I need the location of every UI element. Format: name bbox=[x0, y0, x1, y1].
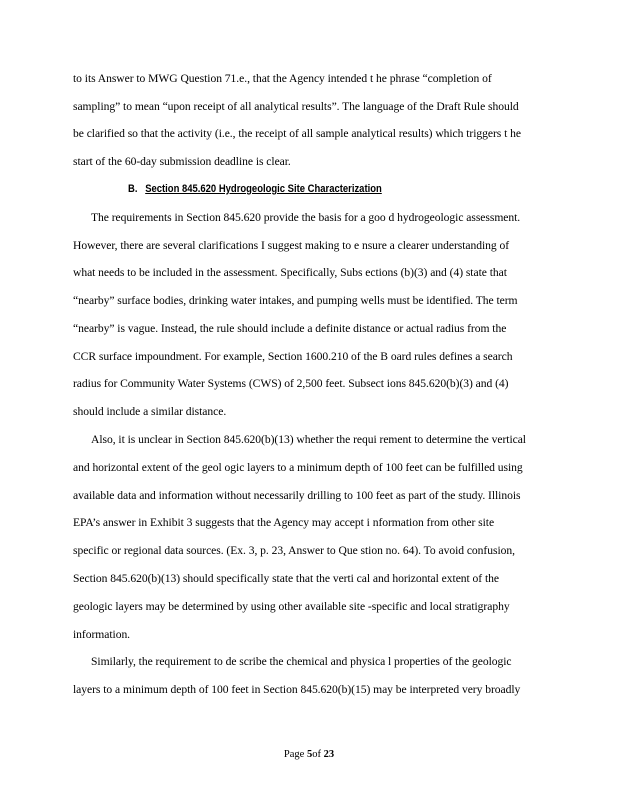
page-footer bbox=[0, 749, 618, 760]
body-line: EPA’s answer in Exhibit 3 suggests that the Agency may accept i nformation from other site bbox=[73, 516, 495, 529]
body-line: “nearby” surface bodies, drinking water intakes, and pumping wells must be identified. The term bbox=[73, 294, 518, 307]
body-line: Section 845.620(b)(13) should specifically state that the verti cal and horizontal extent of the bbox=[73, 572, 499, 585]
page-of-label: of bbox=[312, 749, 321, 760]
body-line: specific or regional data sources. (Ex. 3, p. 23, Answer to Que stion no. 64). To avoid confusion, bbox=[73, 544, 515, 557]
body-line: layers to a minimum depth of 100 feet in Section 845.620(b)(15) may be interpreted very broadly bbox=[73, 683, 521, 696]
section-heading-title: Section 845.620 Hydrogeologic Site Characterization bbox=[145, 183, 382, 195]
current-page-number: 5 bbox=[306, 749, 313, 760]
body-line: Similarly, the requirement to de scribe the chemical and physica l properties of the geologic bbox=[91, 655, 512, 668]
body-line: sampling” to mean “upon receipt of all analytical results”. The language of the Draft Rule should bbox=[73, 100, 519, 113]
body-line: should include a similar distance. bbox=[73, 405, 227, 418]
body-line: what needs to be included in the assessment. Specifically, Subs ections (b)(3) and (4) state that bbox=[73, 266, 507, 279]
section-heading-number: B. bbox=[128, 183, 138, 195]
body-line: Also, it is unclear in Section 845.620(b)(13) whether the requi rement to determine the vertical bbox=[91, 433, 526, 446]
body-line: However, there are several clarifications I suggest making to e nsure a clearer understanding of bbox=[73, 239, 510, 252]
section-heading bbox=[128, 183, 416, 195]
total-pages-number: 23 bbox=[323, 749, 335, 760]
body-line: The requirements in Section 845.620 provide the basis for a goo d hydrogeologic assessment. bbox=[91, 211, 521, 224]
body-line: CCR surface impoundment. For example, Section 1600.210 of the B oard rules defines a search bbox=[73, 350, 513, 363]
body-line: radius for Community Water Systems (CWS) of 2,500 feet. Subsect ions 845.620(b)(3) and (4) bbox=[73, 377, 509, 390]
page-label: Page bbox=[283, 749, 305, 760]
body-line: available data and information without necessarily drilling to 100 feet as part of the study. Illinois bbox=[73, 489, 521, 502]
body-line: information. bbox=[73, 628, 131, 641]
body-line: and horizontal extent of the geol ogic layers to a minimum depth of 100 feet can be fulfilled using bbox=[73, 461, 523, 474]
body-line: to its Answer to MWG Question 71.e., that the Agency intended t he phrase “completion of bbox=[73, 72, 492, 85]
body-line: start of the 60-day submission deadline is clear. bbox=[73, 155, 291, 168]
body-line: geologic layers may be determined by using other available site -specific and local stratigraphy bbox=[73, 600, 510, 613]
body-line: “nearby” is vague. Instead, the rule should include a definite distance or actual radius from the bbox=[73, 322, 507, 335]
body-line: be clarified so that the activity (i.e., the receipt of all sample analytical results) which triggers t he bbox=[73, 127, 521, 140]
